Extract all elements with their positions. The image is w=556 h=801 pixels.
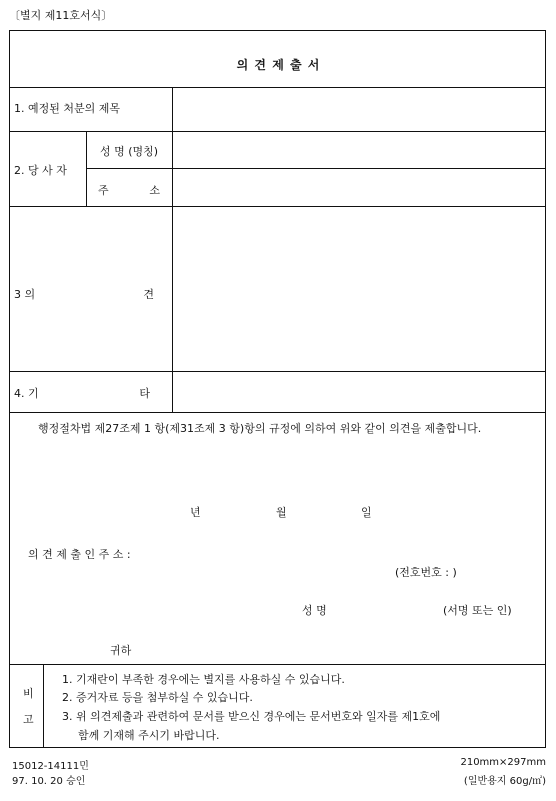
- addressee-label: 귀하: [110, 644, 132, 657]
- paper-type: (일반용지 60g/㎡): [463, 776, 546, 787]
- other-field[interactable]: [173, 372, 545, 412]
- remarks-label-char-1: 비: [23, 687, 34, 700]
- signature-name-label: 성 명: [302, 604, 327, 617]
- remark-item: 1. 기재란이 부족한 경우에는 별지를 사용하실 수 있습니다.: [62, 673, 345, 686]
- opinion-label-part-1: 3 의: [14, 288, 36, 301]
- other-label-part-2: 타: [139, 387, 150, 400]
- other-label-part-1: 4. 기: [14, 387, 39, 400]
- divider: [10, 412, 545, 413]
- party-address-char-1: 주: [98, 184, 109, 197]
- party-label: 2. 당 사 자: [14, 164, 67, 177]
- form-code: 15012-14111민: [12, 761, 89, 772]
- opinion-field[interactable]: [173, 207, 545, 371]
- opinion-label: [14, 286, 154, 302]
- remark-item: 2. 증거자료 등을 첨부하실 수 있습니다.: [62, 691, 253, 704]
- party-address-field[interactable]: [173, 169, 545, 206]
- approval-date: 97. 10. 20 승인: [12, 776, 86, 787]
- party-address-label: [98, 182, 160, 198]
- submitter-address-label: 의 견 제 출 인 주 소 :: [28, 548, 131, 561]
- party-address-char-2: 소: [149, 184, 160, 197]
- remark-item: 3. 위 의견제출과 관련하여 문서를 받으신 경우에는 문서번호와 일자를 제1호에: [62, 710, 441, 723]
- paper-size: 210mm×297mm: [460, 757, 546, 768]
- opinion-label-part-2: 견: [143, 288, 154, 301]
- date-day-label: 일: [361, 506, 372, 519]
- phone-label: (전호번호 : ): [395, 566, 457, 579]
- divider: [43, 664, 44, 748]
- divider: [10, 664, 545, 665]
- party-name-label: 성 명 (명칭): [99, 145, 159, 158]
- declaration-text: 행정절차법 제27조제 1 항(제31조제 3 항)항의 규정에 의하여 위와 같이 의견을 제출합니다.: [38, 422, 482, 435]
- date-month-label: 월: [276, 506, 287, 519]
- form-type-label: 〔별지 제11호서식〕: [9, 9, 113, 22]
- form-title: 의 견 제 출 서: [236, 58, 321, 72]
- party-name-field[interactable]: [173, 132, 545, 168]
- disposition-title-label: 1. 예정된 처분의 제목: [14, 102, 120, 115]
- opinion-submission-form: [9, 30, 546, 748]
- date-year-label: 년: [190, 506, 201, 519]
- signature-note: (서명 또는 인): [443, 604, 512, 617]
- other-label: [14, 385, 150, 401]
- remarks-label-char-2: 고: [23, 713, 34, 726]
- remark-item-continued: 함께 기재해 주시기 바랍니다.: [78, 729, 220, 742]
- disposition-title-field[interactable]: [173, 88, 545, 131]
